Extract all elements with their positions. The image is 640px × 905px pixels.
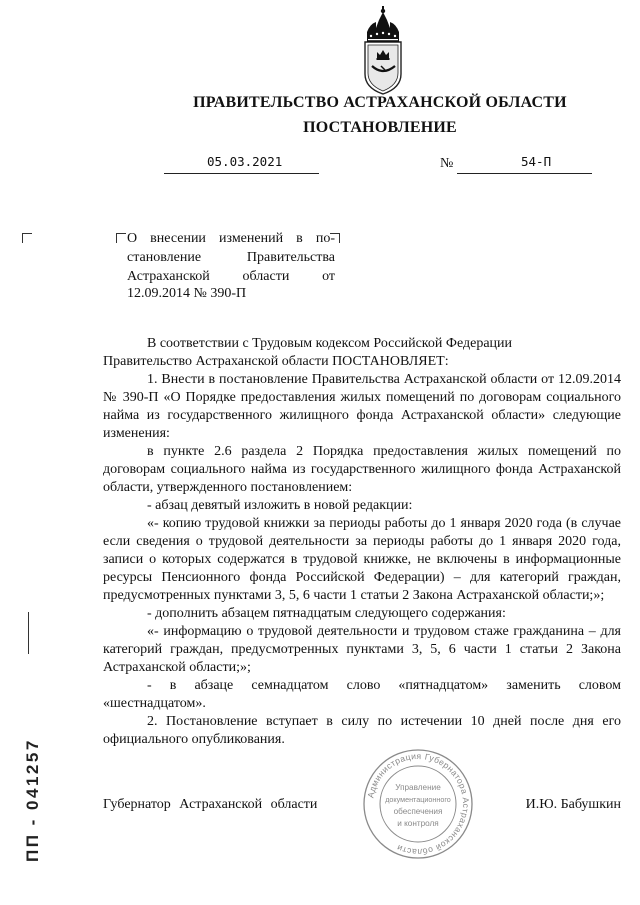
body-paragraph: - в абзаце семнадцатом слово «пятнадцатом» заменить словом «шестнадцатом».: [103, 678, 621, 711]
coat-of-arms-emblem: [352, 6, 414, 98]
subject-line: О внесении изменений в по-: [127, 231, 335, 246]
document-subject: [127, 229, 335, 286]
official-stamp: [362, 748, 474, 860]
document-date: 05.03.2021: [207, 154, 283, 169]
document-number: 54-П: [521, 154, 552, 169]
signatory-name: И.Ю. Бабушкин: [525, 797, 621, 812]
body-paragraph: «- информацию о трудовой деятельности и трудовом стаже гражданина – для категорий граждан, предусмотренных пунктами 3, 5, 6 части 1 статьи 2 Закона Астраханской области;»;: [103, 624, 621, 675]
stamp-line: Управление: [395, 783, 441, 792]
body-paragraph: Правительство Астраханской области ПОСТАНОВЛЯЕТ:: [103, 354, 449, 369]
body-paragraph: - дополнить абзацем пятнадцатым следующего содержания:: [147, 606, 506, 621]
stamp-outer-text: Администрация Губернатора Астраханской области: [365, 750, 472, 858]
svg-text:Администрация Губернатора Астр: [365, 751, 471, 857]
date-underline: [164, 173, 319, 174]
body-paragraph: 2. Постановление вступает в силу по истечении 10 дней после дня его официального опубликования.: [103, 714, 621, 747]
stamp-line: обеспечения: [393, 807, 443, 816]
form-serial-number: [20, 712, 44, 864]
body-paragraph: «- копию трудовой книжки за периоды работы до 1 января 2020 года (в случае если сведения о трудовой деятельности за периоды работы до 1 января 2020 года, записи о которых содержатся в трудовой книжке, не включены в информационные ресурсы Пенсионного фонда Российской Федерации) – для категорий граждан, предусмотренных пунктами 3, 5, 6 части 1 статьи 2 Закона Астраханской области;»;: [103, 516, 621, 603]
margin-mark: [28, 612, 29, 654]
serial-number-text: ПП - 041257: [23, 738, 42, 862]
signatory-position: Губернатор Астраханской области: [103, 797, 318, 812]
body-paragraph: 1. Внести в постановление Правительства Астраханской области от 12.09.2014 № 390-П «О Порядке предоставления жилых помещений по договорам социального найма из государственного жилищного фонда Астраханской области» следующие изменения:: [103, 372, 621, 441]
subject-line: Астраханской области от: [127, 269, 335, 284]
subject-line: становление Правительства: [127, 250, 335, 265]
subject-line: 12.09.2014 № 390-П: [127, 286, 247, 301]
body-paragraph: - абзац девятый изложить в новой редакции:: [147, 498, 413, 513]
number-underline: [457, 173, 592, 174]
document-type-title: ПОСТАНОВЛЕНИЕ: [303, 119, 457, 136]
document-body: [103, 335, 621, 749]
body-paragraph: В соответствии с Трудовым кодексом Российской Федерации: [147, 336, 513, 351]
number-sign: №: [440, 156, 454, 171]
stamp-line: документационного: [385, 795, 451, 804]
stamp-line: и контроля: [397, 819, 439, 828]
left-corner-mark: [22, 233, 32, 243]
subject-corner-left: [116, 233, 126, 243]
government-title: ПРАВИТЕЛЬСТВО АСТРАХАНСКОЙ ОБЛАСТИ: [193, 94, 567, 111]
body-paragraph: в пункте 2.6 раздела 2 Порядка предоставления жилых помещений по договорам социального найма из государственного жилищного фонда Астраханской области, утвержденного постановлением:: [103, 444, 621, 495]
